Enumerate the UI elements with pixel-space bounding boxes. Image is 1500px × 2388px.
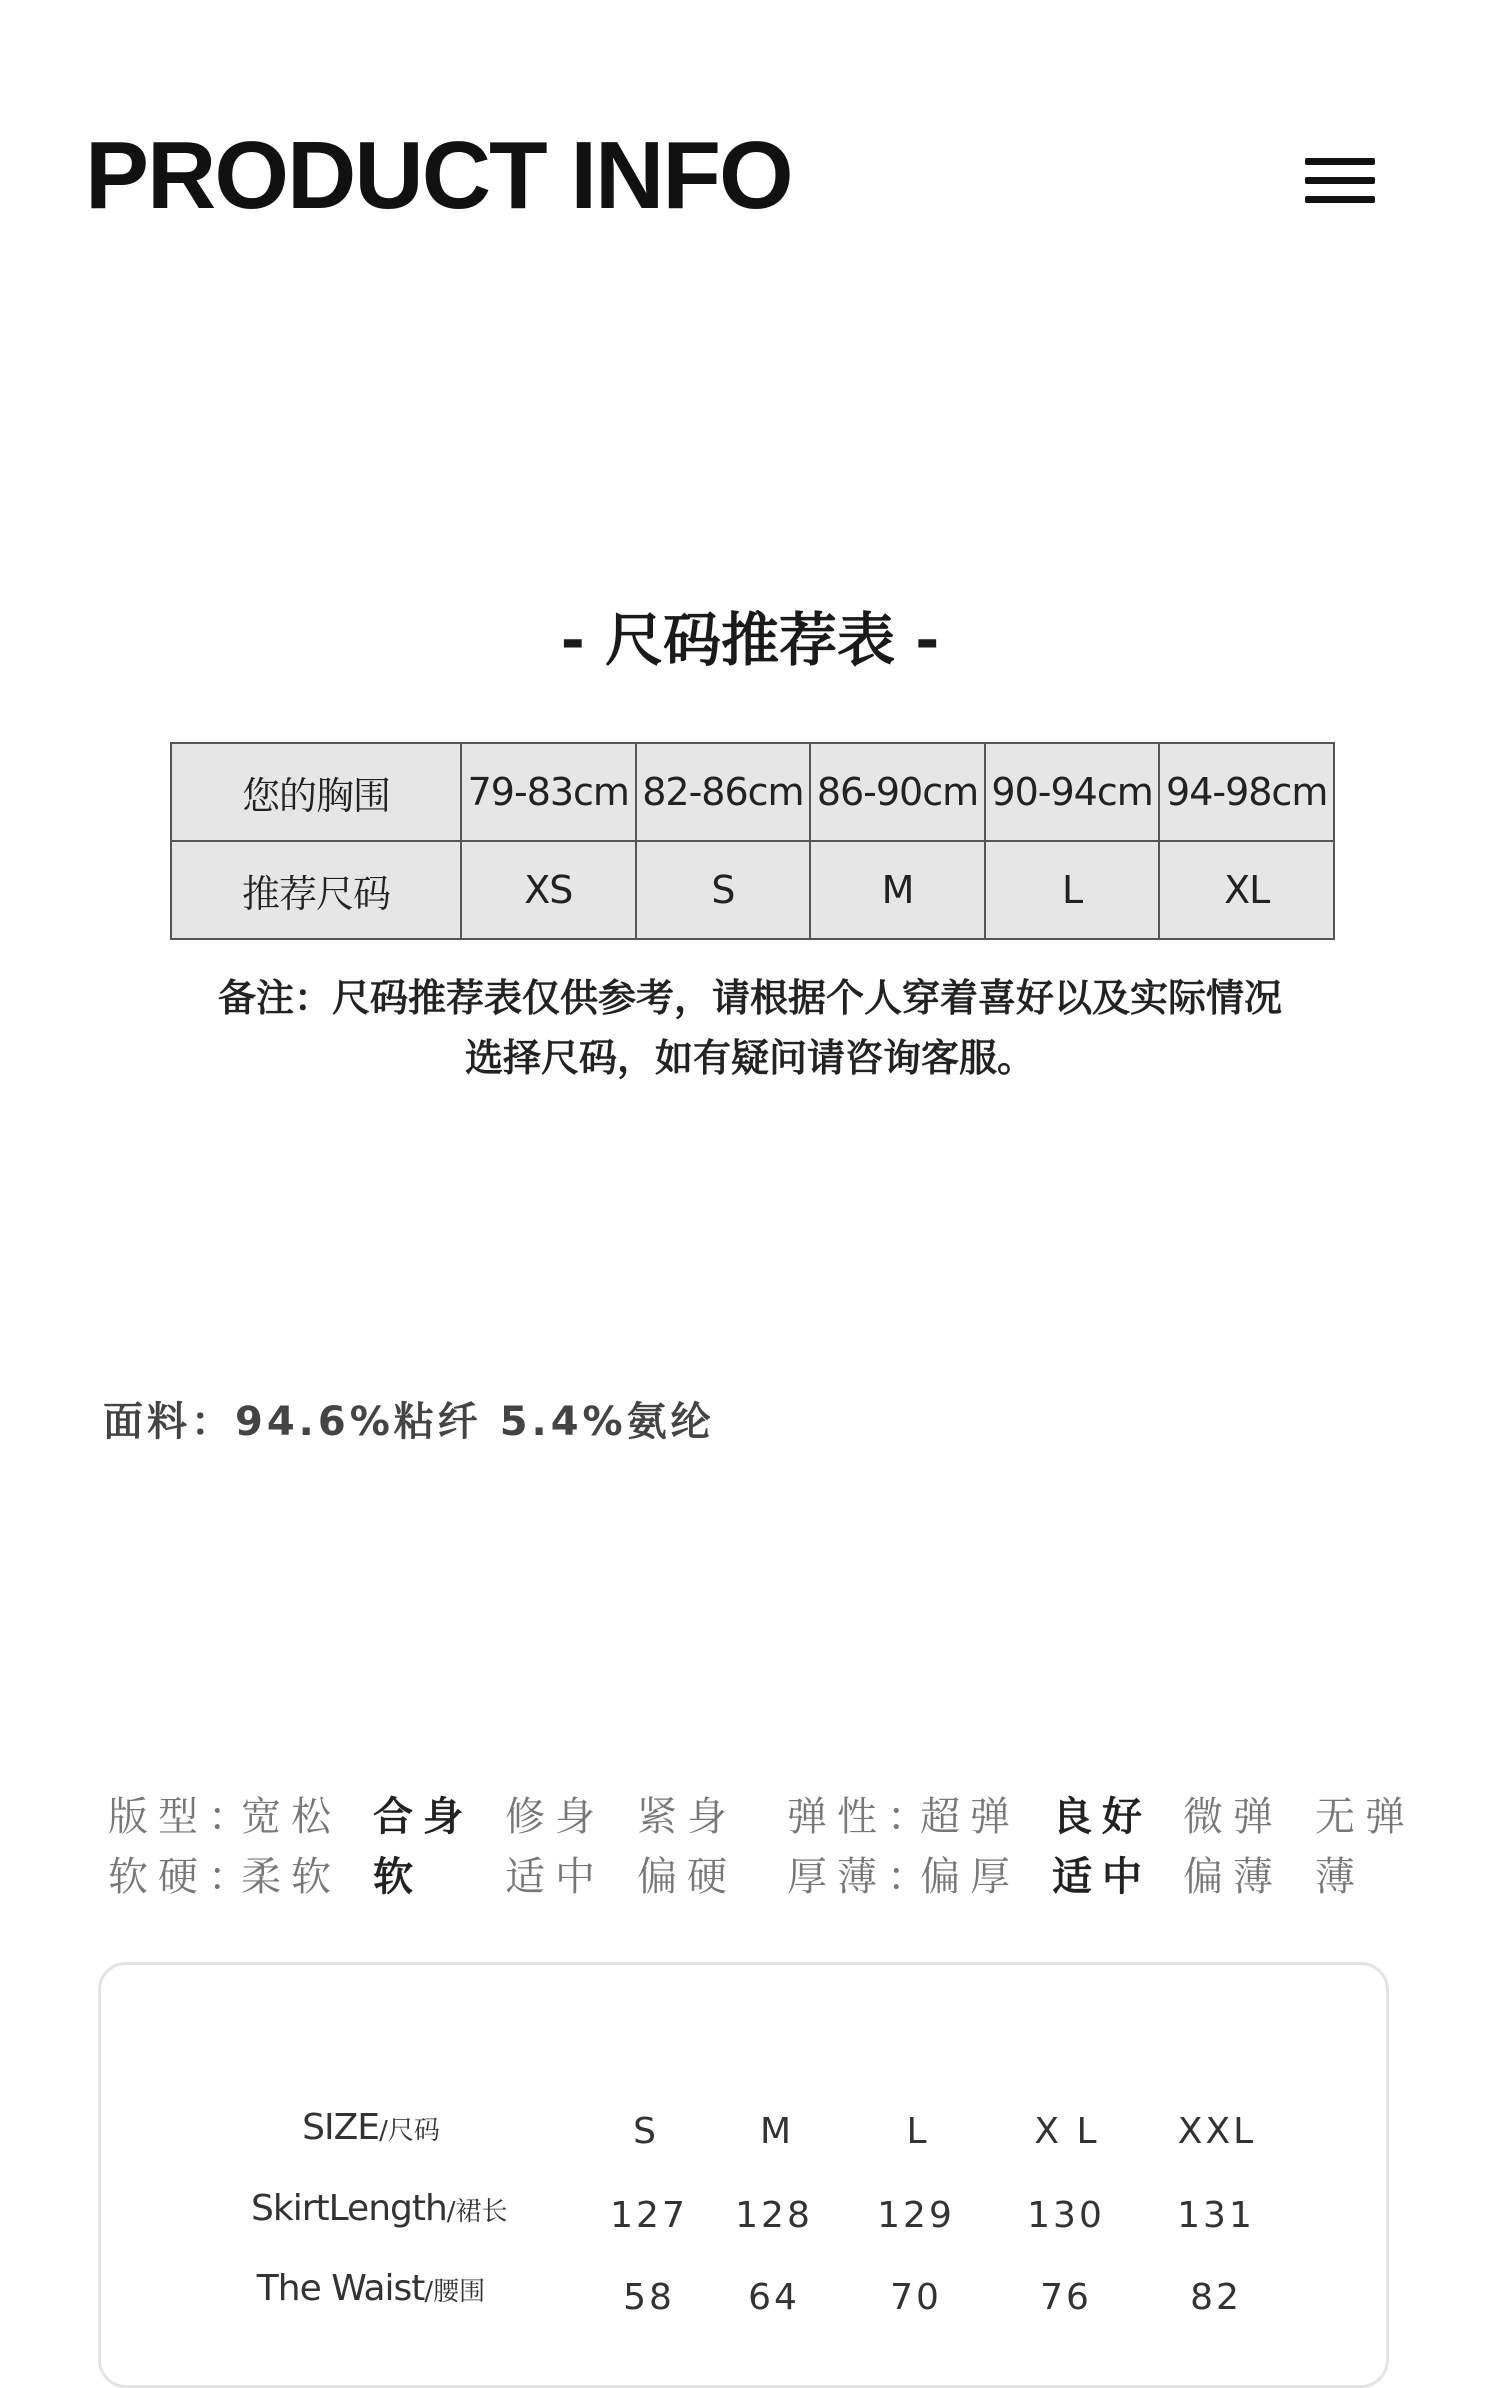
elasticity-option: 超弹: [920, 1794, 1020, 1840]
size-header: S: [633, 2111, 659, 2152]
row-label: [251, 2268, 491, 2309]
elasticity-option: 无弹: [1315, 1794, 1415, 1840]
size-recommendation-title: - 尺码推荐表 -: [560, 606, 940, 674]
size-value: 58: [623, 2277, 675, 2318]
table-cell: M: [810, 841, 985, 939]
table-row: [171, 841, 1334, 939]
note-line: 备注：尺码推荐表仅供参考，请根据个人穿着喜好以及实际情况: [217, 976, 1282, 1020]
row-label-en: The Waist: [256, 2268, 425, 2309]
thickness-option-selected: 适中: [1052, 1854, 1152, 1900]
size-header-label: [251, 2107, 491, 2148]
table-cell: 94-98cm: [1159, 743, 1334, 841]
fit-label: 版型：: [108, 1794, 258, 1840]
table-row: [171, 743, 1334, 841]
size-header: X L: [1034, 2111, 1100, 2152]
fit-option: 宽松: [241, 1794, 341, 1840]
size-note: [0, 968, 1500, 1088]
softness-label: 软硬：: [108, 1854, 258, 1900]
size-header: M: [759, 2111, 795, 2152]
fit-option: 紧身: [637, 1794, 737, 1840]
table-cell: 86-90cm: [810, 743, 985, 841]
table-cell: L: [985, 841, 1160, 939]
size-value: 64: [748, 2277, 800, 2318]
table-cell: 90-94cm: [985, 743, 1160, 841]
elasticity-option: 微弹: [1183, 1794, 1283, 1840]
size-header-cn: /尺码: [379, 2116, 440, 2146]
menu-bar: [1305, 177, 1375, 184]
size-value: 130: [1027, 2195, 1105, 2236]
fit-option-selected: 合身: [373, 1794, 473, 1840]
elasticity-label: 弹性：: [787, 1794, 937, 1840]
size-value: 76: [1040, 2277, 1092, 2318]
size-header-en: SIZE: [302, 2107, 380, 2148]
thickness-option: 偏厚: [920, 1854, 1020, 1900]
size-chart-card: [98, 1962, 1389, 2388]
row-label-en: SkirtLength: [251, 2188, 447, 2229]
size-header: L: [906, 2111, 930, 2152]
table-cell: S: [636, 841, 811, 939]
table-cell: XS: [461, 841, 636, 939]
table-cell: 79-83cm: [461, 743, 636, 841]
fabric-composition: 面料：94.6%粘纤 5.4%氨纶: [103, 1399, 715, 1445]
size-recommendation-table: [170, 742, 1335, 940]
size-value: 70: [890, 2277, 942, 2318]
softness-option-selected: 软: [373, 1854, 423, 1900]
menu-bar: [1305, 196, 1375, 203]
row-label-cn: /腰围: [424, 2277, 486, 2307]
table-cell: 82-86cm: [636, 743, 811, 841]
attribute-row: [108, 1785, 1415, 1840]
softness-option: 柔软: [241, 1854, 341, 1900]
size-header: XXL: [1177, 2111, 1257, 2152]
size-value: 131: [1177, 2195, 1255, 2236]
menu-bar: [1305, 158, 1375, 165]
thickness-option: 薄: [1315, 1854, 1365, 1900]
row-header: 推荐尺码: [171, 841, 461, 939]
size-value: 129: [877, 2195, 955, 2236]
row-header: 您的胸围: [171, 743, 461, 841]
note-line: 选择尺码，如有疑问请咨询客服。: [464, 1036, 1035, 1080]
row-label: [251, 2188, 508, 2229]
page-title: PRODUCT INFO: [85, 122, 792, 229]
size-value: 82: [1190, 2277, 1242, 2318]
fit-option: 修身: [505, 1794, 605, 1840]
size-value: 128: [735, 2195, 813, 2236]
attribute-row: [108, 1845, 1408, 1900]
table-cell: XL: [1159, 841, 1334, 939]
softness-option: 偏硬: [637, 1854, 737, 1900]
elasticity-option-selected: 良好: [1052, 1794, 1152, 1840]
size-value: 127: [610, 2195, 688, 2236]
thickness-option: 偏薄: [1183, 1854, 1283, 1900]
softness-option: 适中: [505, 1854, 605, 1900]
row-label-cn: /裙长: [446, 2197, 508, 2227]
thickness-label: 厚薄：: [787, 1854, 937, 1900]
hamburger-menu-icon[interactable]: [1305, 150, 1380, 210]
